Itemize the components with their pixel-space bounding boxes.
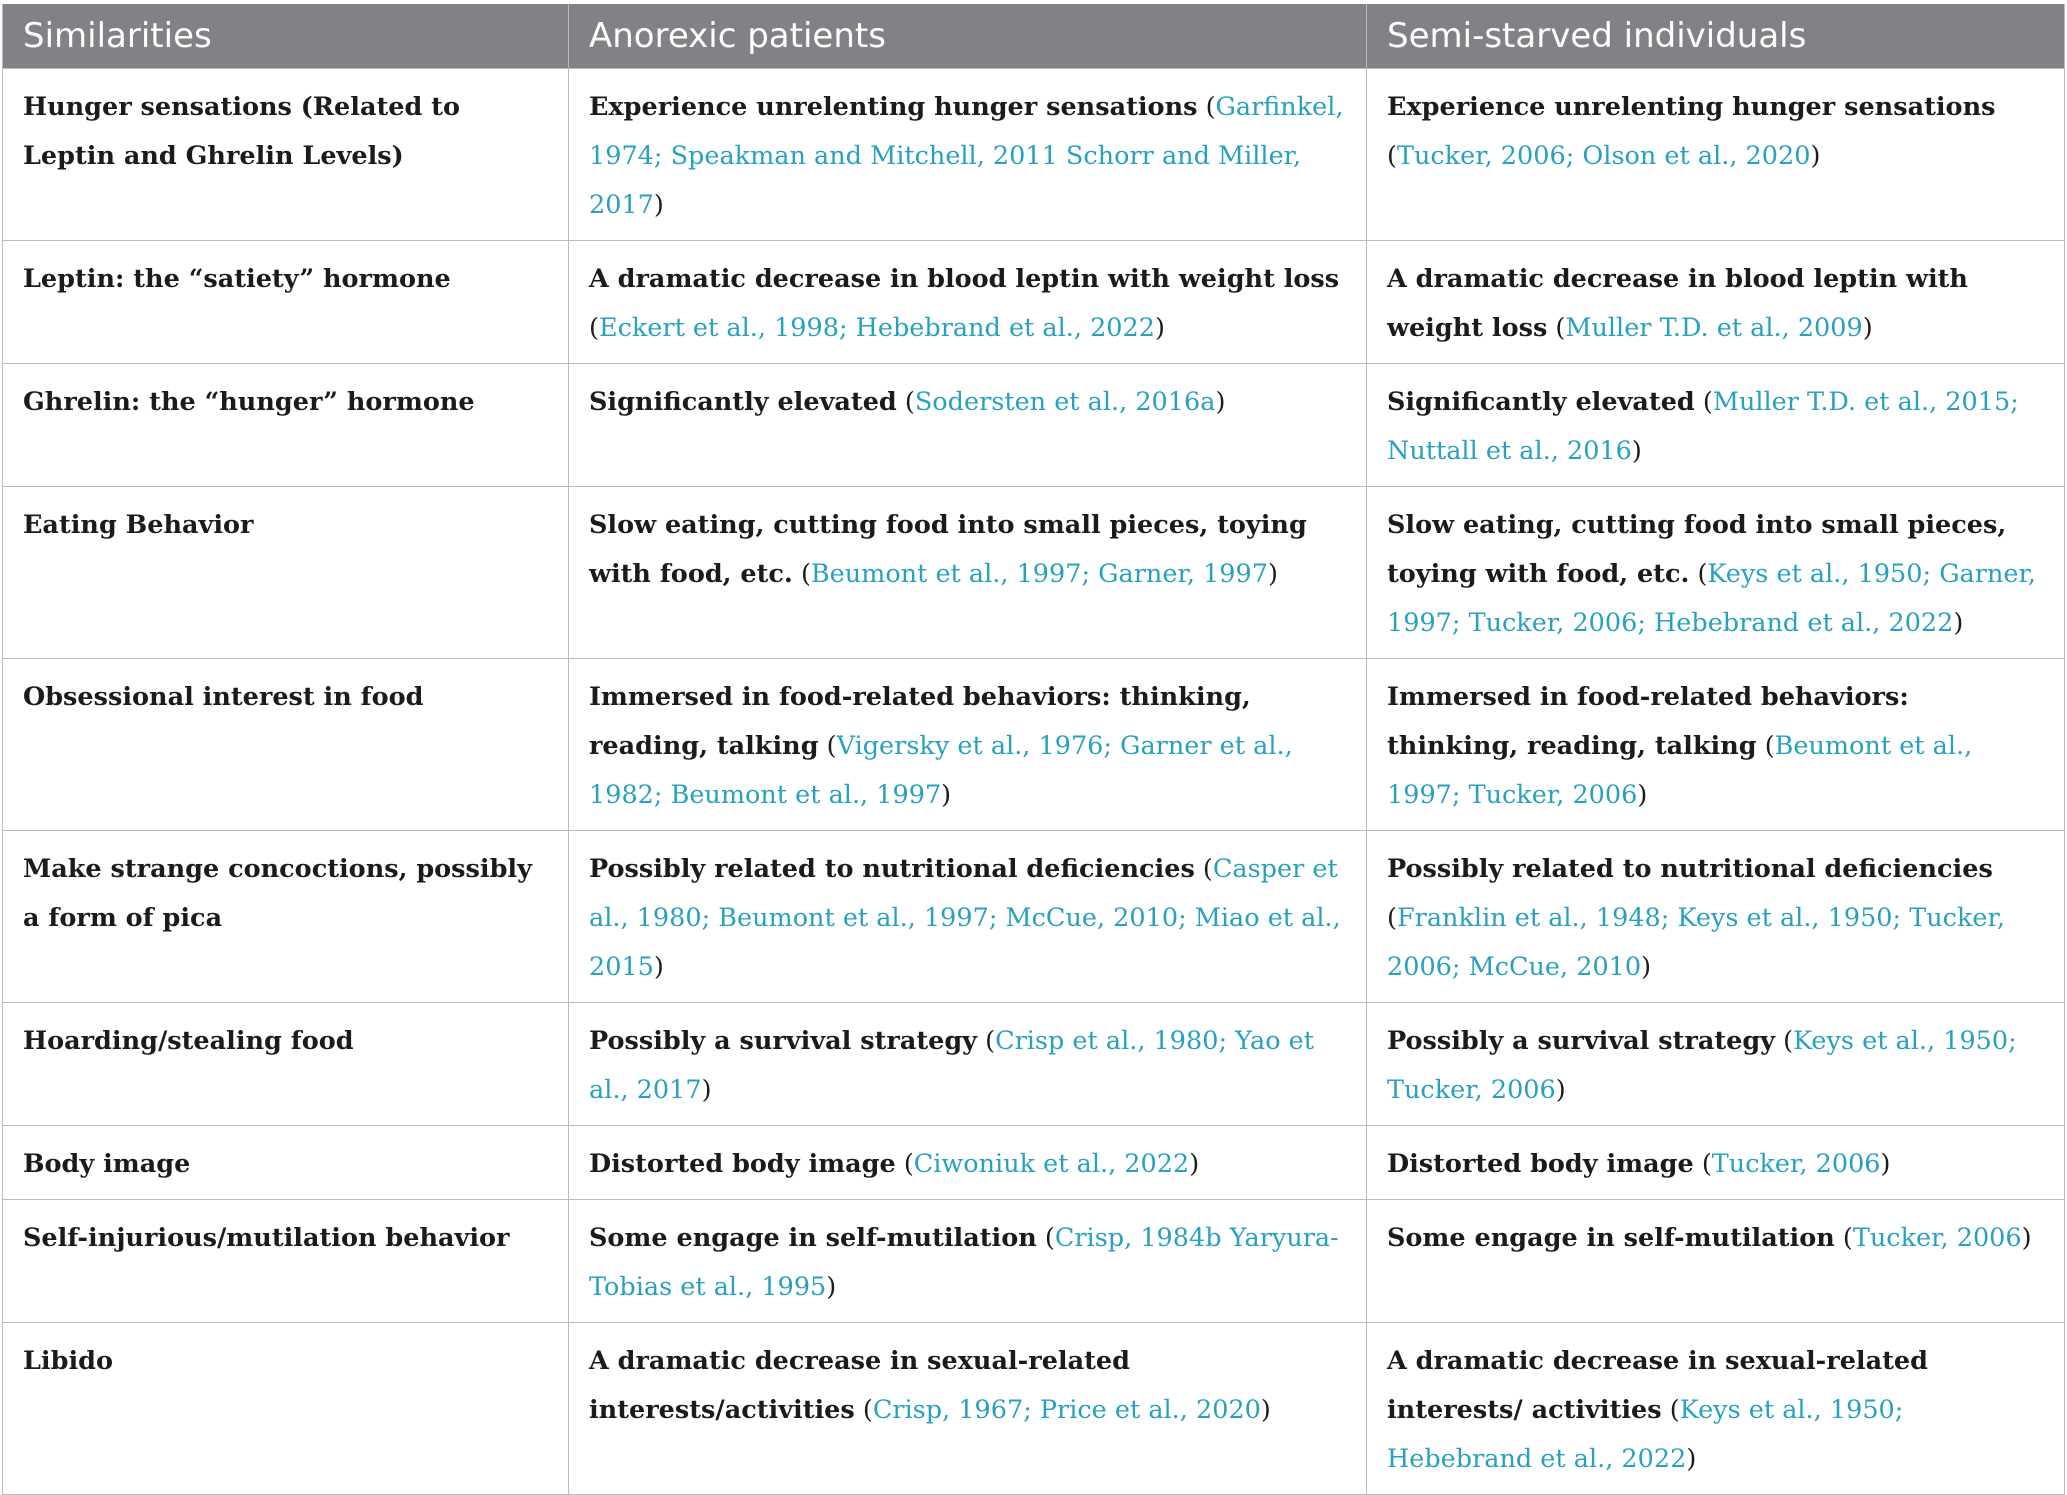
open-paren: ( [1044,1223,1055,1253]
close-paren: ) [1810,141,1821,171]
anorexic-claim: Possibly a survival strategy [589,1026,977,1056]
anorexic-references: Vigersky et al., 1976; Garner et al., 1982; Beumont et al., 1997 [589,731,1293,810]
anorexic-cell [569,364,1367,487]
open-paren: ( [800,559,811,589]
semi-starved-cell [1367,241,2065,364]
anorexic-references: Sodersten et al., 2016a [914,387,1216,417]
anorexic-claim: Significantly elevated [589,387,897,417]
close-paren: ) [826,1272,837,1302]
open-paren: ( [1387,141,1397,171]
anorexic-cell [569,659,1367,831]
semi-starved-references: Tucker, 2006 [1852,1223,2022,1253]
semi-starved-claim: Experience unrelenting hunger sensations [1387,92,1996,122]
close-paren: ) [1189,1149,1200,1179]
anorexic-claim: Some engage in self-mutilation [589,1223,1037,1253]
semi-starved-claim: A dramatic decrease in blood leptin with weight loss [1387,264,1968,343]
anorexic-cell [569,487,1367,659]
semi-starved-references: Muller T.D. et al., 2009 [1565,313,1863,343]
anorexic-claim: A dramatic decrease in blood leptin with weight loss [589,264,1340,294]
similarity-cell: Make strange concoctions, possibly a form of pica [3,831,569,1003]
similarity-cell: Obsessional interest in food [3,659,569,831]
anorexic-cell [569,1126,1367,1200]
close-paren: ) [1215,387,1226,417]
header-semi-starved: Semi-starved individuals [1367,4,2065,69]
table-row [3,659,2065,831]
close-paren: ) [1686,1444,1697,1474]
close-paren: ) [941,780,952,810]
semi-starved-claim: Immersed in food-related behaviors: thinking, reading, talking [1387,682,1909,761]
open-paren: ( [862,1395,873,1425]
anorexic-references: Crisp, 1984b Yaryura-Tobias et al., 1995 [589,1223,1339,1302]
semi-starved-claim: A dramatic decrease in sexual-related interests/ activities [1387,1346,1928,1425]
close-paren: ) [2021,1223,2032,1253]
semi-starved-references: Keys et al., 1950; Garner, 1997; Tucker, 2006; Hebebrand et al., 2022 [1387,559,2036,638]
semi-starved-references: Tucker, 2006; Olson et al., 2020 [1396,141,1811,171]
header-row [3,4,2065,69]
similarity-cell: Ghrelin: the “hunger” hormone [3,364,569,487]
semi-starved-references: Keys et al., 1950; Tucker, 2006 [1387,1026,2017,1105]
semi-starved-references: Franklin et al., 1948; Keys et al., 1950; Tucker, 2006; McCue, 2010 [1387,903,2005,982]
anorexic-references: Crisp, 1967; Price et al., 2020 [872,1395,1261,1425]
open-paren: ( [1669,1395,1680,1425]
anorexic-claim: Slow eating, cutting food into small pieces, toying with food, etc. [589,510,1307,589]
anorexic-references: Beumont et al., 1997; Garner, 1997 [810,559,1268,589]
anorexic-claim: Immersed in food-related behaviors: thinking, reading, talking [589,682,1251,761]
close-paren: ) [1555,1075,1566,1105]
semi-starved-cell [1367,1323,2065,1495]
open-paren: ( [589,313,599,343]
open-paren: ( [1702,387,1713,417]
semi-starved-claim: Possibly related to nutritional deficiencies [1387,854,1993,884]
anorexic-references: Ciwoniuk et al., 2022 [913,1149,1190,1179]
table-row [3,241,2065,364]
semi-starved-cell [1367,364,2065,487]
table-row [3,831,2065,1003]
header-anorexic-patients: Anorexic patients [569,4,1367,69]
semi-starved-references: Muller T.D. et al., 2015; Nuttall et al., 2016 [1387,387,2019,466]
semi-starved-claim: Significantly elevated [1387,387,1695,417]
similarity-cell: Leptin: the “satiety” hormone [3,241,569,364]
table-row [3,69,2065,241]
anorexic-cell [569,241,1367,364]
close-paren: ) [701,1075,712,1105]
semi-starved-claim: Slow eating, cutting food into small pieces, toying with food, etc. [1387,510,2007,589]
semi-starved-cell [1367,659,2065,831]
anorexic-cell [569,831,1367,1003]
anorexic-references: Casper et al., 1980; Beumont et al., 1997; McCue, 2010; Miao et al., 2015 [589,854,1341,982]
similarity-cell: Body image [3,1126,569,1200]
open-paren: ( [1202,854,1213,884]
semi-starved-references: Tucker, 2006 [1711,1149,1881,1179]
similarity-cell: Hunger sensations (Related to Leptin and Ghrelin Levels) [3,69,569,241]
open-paren: ( [1555,313,1566,343]
similarity-cell: Self-injurious/mutilation behavior [3,1200,569,1323]
semi-starved-cell [1367,1200,2065,1323]
anorexic-cell [569,1003,1367,1126]
anorexic-claim: Experience unrelenting hunger sensations [589,92,1198,122]
close-paren: ) [1637,780,1648,810]
semi-starved-claim: Possibly a survival strategy [1387,1026,1775,1056]
open-paren: ( [1697,559,1708,589]
close-paren: ) [1641,952,1652,982]
close-paren: ) [1862,313,1873,343]
table-row [3,1200,2065,1323]
semi-starved-cell [1367,69,2065,241]
close-paren: ) [653,190,664,220]
table-row [3,1323,2065,1495]
anorexic-cell [569,69,1367,241]
open-paren: ( [1701,1149,1712,1179]
open-paren: ( [1387,903,1397,933]
anorexic-references: Garfinkel, 1974; Speakman and Mitchell, 2011 Schorr and Miller, 2017 [589,92,1344,220]
close-paren: ) [653,952,664,982]
open-paren: ( [1205,92,1216,122]
semi-starved-claim: Some engage in self-mutilation [1387,1223,1835,1253]
anorexic-references: Crisp et al., 1980; Yao et al., 2017 [589,1026,1314,1105]
similarity-cell: Libido [3,1323,569,1495]
anorexic-claim: Distorted body image [589,1149,896,1179]
table-row [3,1003,2065,1126]
close-paren: ) [1953,608,1964,638]
close-paren: ) [1880,1149,1891,1179]
semi-starved-cell [1367,1003,2065,1126]
open-paren: ( [985,1026,996,1056]
table-row [3,364,2065,487]
anorexic-claim: A dramatic decrease in sexual-related interests/activities [589,1346,1130,1425]
close-paren: ) [1267,559,1278,589]
semi-starved-cell [1367,1126,2065,1200]
anorexic-references: Eckert et al., 1998; Hebebrand et al., 2022 [598,313,1155,343]
semi-starved-cell [1367,831,2065,1003]
header-similarities: Similarities [3,4,569,69]
similarity-cell: Eating Behavior [3,487,569,659]
close-paren: ) [1260,1395,1271,1425]
semi-starved-references: Keys et al., 1950; Hebebrand et al., 2022 [1387,1395,1904,1474]
similarity-cell: Hoarding/stealing food [3,1003,569,1126]
open-paren: ( [826,731,837,761]
anorexic-cell [569,1200,1367,1323]
anorexic-claim: Possibly related to nutritional deficiencies [589,854,1195,884]
similarities-table [2,4,2065,1495]
anorexic-cell [569,1323,1367,1495]
semi-starved-cell [1367,487,2065,659]
close-paren: ) [1631,436,1642,466]
table-row [3,487,2065,659]
table-row [3,1126,2065,1200]
open-paren: ( [903,1149,914,1179]
open-paren: ( [1842,1223,1853,1253]
semi-starved-claim: Distorted body image [1387,1149,1694,1179]
open-paren: ( [1764,731,1775,761]
close-paren: ) [1154,313,1165,343]
open-paren: ( [904,387,915,417]
semi-starved-references: Beumont et al., 1997; Tucker, 2006 [1387,731,1973,810]
open-paren: ( [1783,1026,1794,1056]
